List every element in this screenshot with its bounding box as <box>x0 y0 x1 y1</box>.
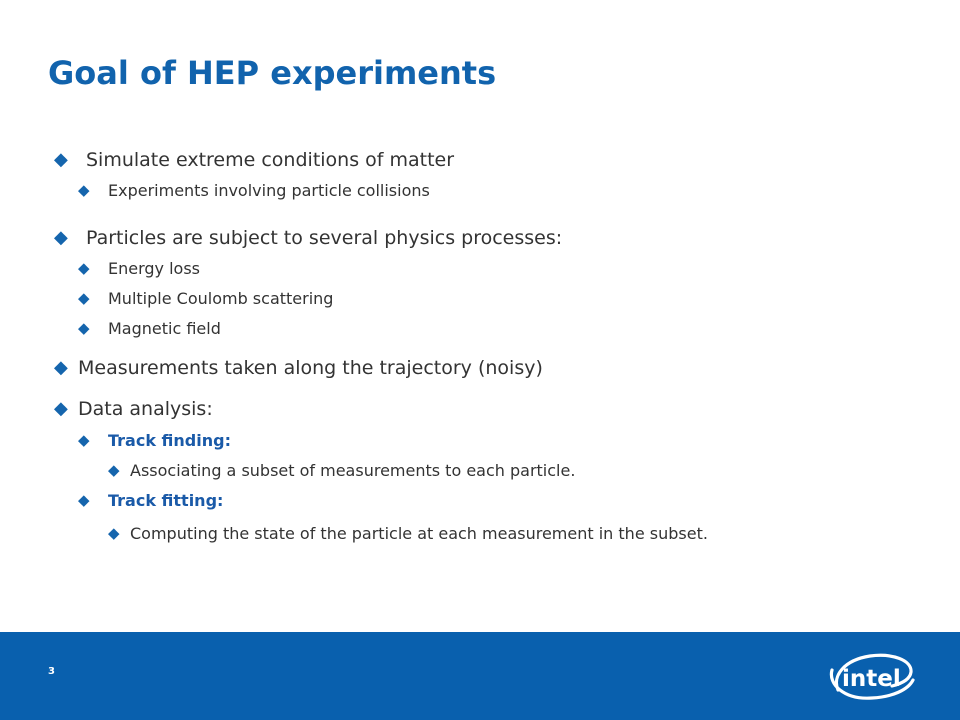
bullet-text: Data analysis: <box>78 398 213 420</box>
bullet-text: Experiments involving particle collisions <box>108 181 430 200</box>
footer-bar <box>0 632 960 720</box>
diamond-bullet-icon: ◆ <box>54 398 68 419</box>
bullet-text: Track fitting: <box>108 491 224 510</box>
page-number: 3 <box>48 666 55 677</box>
diamond-bullet-icon: ◆ <box>54 357 68 378</box>
diamond-bullet-icon: ◆ <box>108 524 120 542</box>
bullet-text: Measurements taken along the trajectory (noisy) <box>78 357 543 379</box>
diamond-bullet-icon: ◆ <box>54 149 68 170</box>
bullet-text: Magnetic field <box>108 319 221 338</box>
diamond-bullet-icon: ◆ <box>78 491 90 509</box>
bullet-text: Particles are subject to several physics processes: <box>86 227 563 249</box>
bullet-text: Multiple Coulomb scattering <box>108 289 334 308</box>
diamond-bullet-icon: ◆ <box>78 431 90 449</box>
diamond-bullet-icon: ◆ <box>108 461 120 479</box>
bullet-text: Simulate extreme conditions of matter <box>86 149 455 171</box>
bullet-text: Computing the state of the particle at each measurement in the subset. <box>130 524 708 543</box>
diamond-bullet-icon: ◆ <box>78 319 90 337</box>
diamond-bullet-icon: ◆ <box>78 181 90 199</box>
slide-title: Goal of HEP experiments <box>48 54 497 92</box>
diamond-bullet-icon: ◆ <box>78 259 90 277</box>
bullet-text: Associating a subset of measurements to each particle. <box>130 461 576 480</box>
diamond-bullet-icon: ◆ <box>78 289 90 307</box>
bullet-text: Energy loss <box>108 259 201 278</box>
intel-logo-icon <box>826 646 916 706</box>
diamond-bullet-icon: ◆ <box>54 227 68 248</box>
intel-logo-text: intel <box>842 666 901 692</box>
bullet-text: Track finding: <box>108 431 231 450</box>
